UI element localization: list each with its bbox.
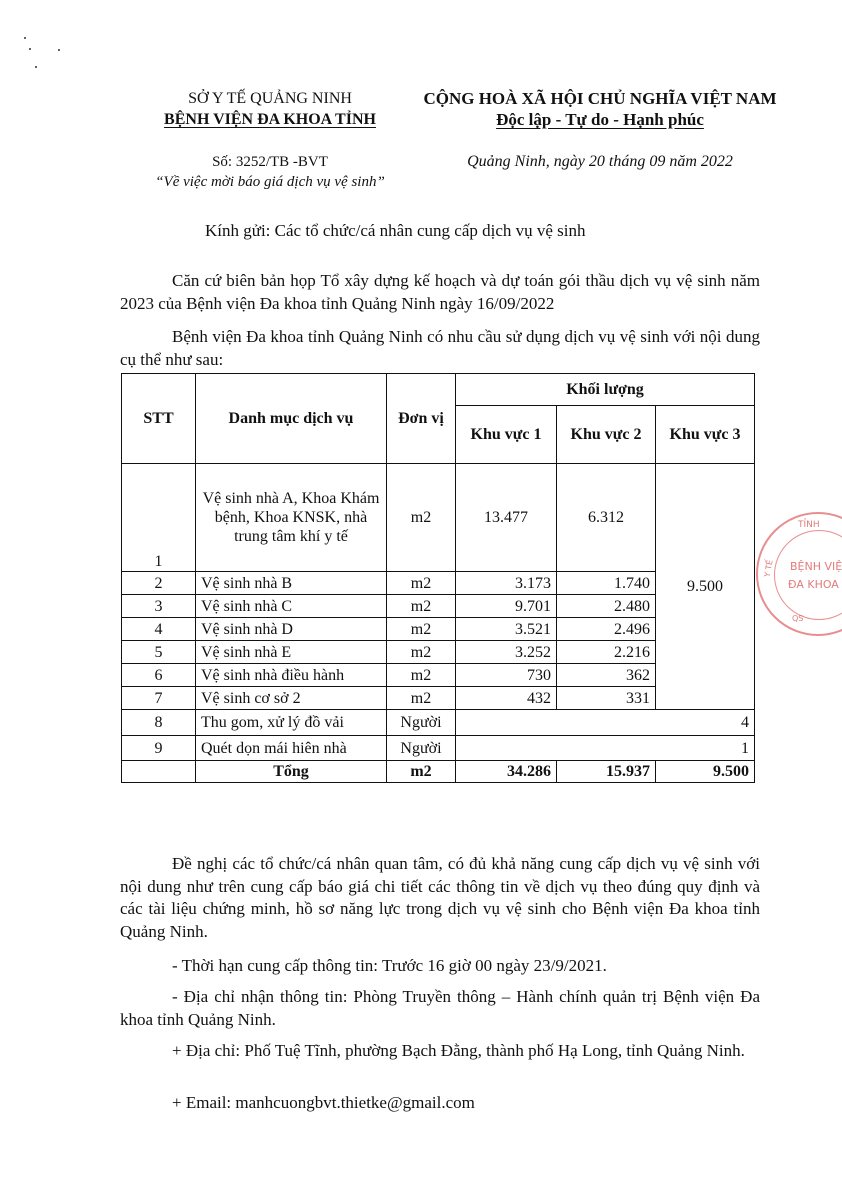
stamp-text-top: TỈNH xyxy=(798,520,820,530)
doc-date: Quảng Ninh, ngày 20 tháng 09 năm 2022 xyxy=(467,153,733,170)
total-stt-empty xyxy=(122,761,196,783)
row-zone-2: 6.312 xyxy=(557,464,656,572)
row-stt: 4 xyxy=(122,618,196,641)
intro-paragraph-1: Căn cứ biên bản họp Tổ xây dựng kế hoạch và dự toán gói thầu dịch vụ vệ sinh năm 2023 của Bệnh viện Đa khoa tỉnh Quảng Ninh ngày 16/09/2022 xyxy=(120,271,760,313)
row-service: Vệ sinh nhà B xyxy=(196,572,387,595)
table-row xyxy=(122,736,755,761)
row-unit: m2 xyxy=(387,595,456,618)
row-unit: m2 xyxy=(387,664,456,687)
country-name: CỘNG HOÀ XÃ HỘI CHỦ NGHĨA VIỆT NAM xyxy=(423,89,777,108)
row-value: 1 xyxy=(456,736,755,761)
stamp-text-bottom: QS xyxy=(792,614,804,623)
receiver-line: - Địa chỉ nhận thông tin: Phòng Truyền thông – Hành chính quản trị Bệnh viện Đa khoa tỉnh Quảng Ninh. xyxy=(120,987,760,1029)
table-row xyxy=(122,710,755,736)
stamp-text-line1: BỆNH VIỆ xyxy=(790,560,842,573)
row-service: Quét dọn mái hiên nhà xyxy=(196,736,387,761)
row-service: Vệ sinh nhà C xyxy=(196,595,387,618)
row-unit: m2 xyxy=(387,687,456,710)
total-label: Tổng xyxy=(196,761,387,783)
total-zone-3: 9.500 xyxy=(656,761,755,783)
row-stt: 1 xyxy=(122,464,196,572)
header-service: Danh mục dịch vụ xyxy=(196,374,387,464)
row-service: Thu gom, xử lý đồ vải xyxy=(196,710,387,736)
row-stt: 7 xyxy=(122,687,196,710)
row-zone-1: 13.477 xyxy=(456,464,557,572)
total-row xyxy=(122,761,755,783)
closing-paragraph: Đề nghị các tổ chức/cá nhân quan tâm, có đủ khả năng cung cấp dịch vụ vệ sinh với nội dung như trên cung cấp báo giá chi tiết các thông tin về dịch vụ theo đúng quy định và các tài liệu chứng minh, hồ sơ năng lực trong dịch vụ vệ sinh cho Bệnh viện Đa khoa tỉnh Quảng Ninh. xyxy=(120,854,760,941)
address-line: + Địa chỉ: Phố Tuệ Tĩnh, phường Bạch Đằng, thành phố Hạ Long, tỉnh Quảng Ninh. xyxy=(172,1041,745,1060)
stamp-text-line2: ĐA KHOA xyxy=(788,578,839,591)
total-unit: m2 xyxy=(387,761,456,783)
email-line: + Email: manhcuongbvt.thietke@gmail.com xyxy=(172,1093,475,1112)
stamp-text-left: Y TẾ xyxy=(762,559,775,578)
stamp-inner-ring xyxy=(774,530,842,620)
row-zone-2: 362 xyxy=(557,664,656,687)
row-zone-2: 2.480 xyxy=(557,595,656,618)
row-value: 4 xyxy=(456,710,755,736)
header-zone-1: Khu vực 1 xyxy=(456,406,557,464)
table-header-row xyxy=(122,374,755,406)
row-unit: Người xyxy=(387,736,456,761)
header-volume: Khối lượng xyxy=(456,374,755,406)
row-service: Vệ sinh nhà điều hành xyxy=(196,664,387,687)
doc-subject: “Về việc mời báo giá dịch vụ vệ sinh” xyxy=(155,174,385,190)
row-service: Vệ sinh nhà D xyxy=(196,618,387,641)
table-row xyxy=(122,464,755,572)
row-unit: m2 xyxy=(387,618,456,641)
header-unit: Đơn vị xyxy=(387,374,456,464)
doc-number: Số: 3252/TB -BVT xyxy=(212,154,328,170)
header-left xyxy=(140,88,400,130)
row-service: Vệ sinh cơ sở 2 xyxy=(196,687,387,710)
header-zone-3: Khu vực 3 xyxy=(656,406,755,464)
doc-number-block xyxy=(135,152,405,192)
intro-paragraph-2: Bệnh viện Đa khoa tỉnh Quảng Ninh có nhu cầu sử dụng dịch vụ vệ sinh với nội dung cụ thể như sau: xyxy=(120,327,760,369)
motto: Độc lập - Tự do - Hạnh phúc xyxy=(496,110,704,129)
row-zone-2: 2.496 xyxy=(557,618,656,641)
header-right xyxy=(400,88,800,130)
row-unit: m2 xyxy=(387,641,456,664)
hospital-name: BỆNH VIỆN ĐA KHOA TỈNH xyxy=(164,111,376,128)
row-zone-1: 3.252 xyxy=(456,641,557,664)
row-zone-2: 331 xyxy=(557,687,656,710)
row-zone-1: 3.521 xyxy=(456,618,557,641)
recipient-line: Kính gửi: Các tổ chức/cá nhân cung cấp dịch vụ vệ sinh xyxy=(205,221,586,240)
total-zone-1: 34.286 xyxy=(456,761,557,783)
row-stt: 5 xyxy=(122,641,196,664)
service-table xyxy=(121,373,755,783)
row-service: Vệ sinh nhà E xyxy=(196,641,387,664)
row-stt: 3 xyxy=(122,595,196,618)
row-unit: m2 xyxy=(387,464,456,572)
row-stt: 6 xyxy=(122,664,196,687)
deadline-line: - Thời hạn cung cấp thông tin: Trước 16 giờ 00 ngày 23/9/2021. xyxy=(172,956,607,975)
zone-3-merged-value: 9.500 xyxy=(656,464,755,710)
row-zone-1: 730 xyxy=(456,664,557,687)
row-zone-1: 432 xyxy=(456,687,557,710)
red-stamp xyxy=(756,512,842,636)
row-zone-2: 1.740 xyxy=(557,572,656,595)
row-unit: m2 xyxy=(387,572,456,595)
ministry-name: SỞ Y TẾ QUẢNG NINH xyxy=(188,90,352,107)
total-zone-2: 15.937 xyxy=(557,761,656,783)
header-zone-2: Khu vực 2 xyxy=(557,406,656,464)
row-stt: 2 xyxy=(122,572,196,595)
row-stt: 8 xyxy=(122,710,196,736)
row-service: Vệ sinh nhà A, Khoa Khám bệnh, Khoa KNSK, nhà trung tâm khí y tế xyxy=(196,464,387,572)
row-stt: 9 xyxy=(122,736,196,761)
row-zone-1: 3.173 xyxy=(456,572,557,595)
row-zone-2: 2.216 xyxy=(557,641,656,664)
row-zone-1: 9.701 xyxy=(456,595,557,618)
row-unit: Người xyxy=(387,710,456,736)
header-stt: STT xyxy=(122,374,196,464)
